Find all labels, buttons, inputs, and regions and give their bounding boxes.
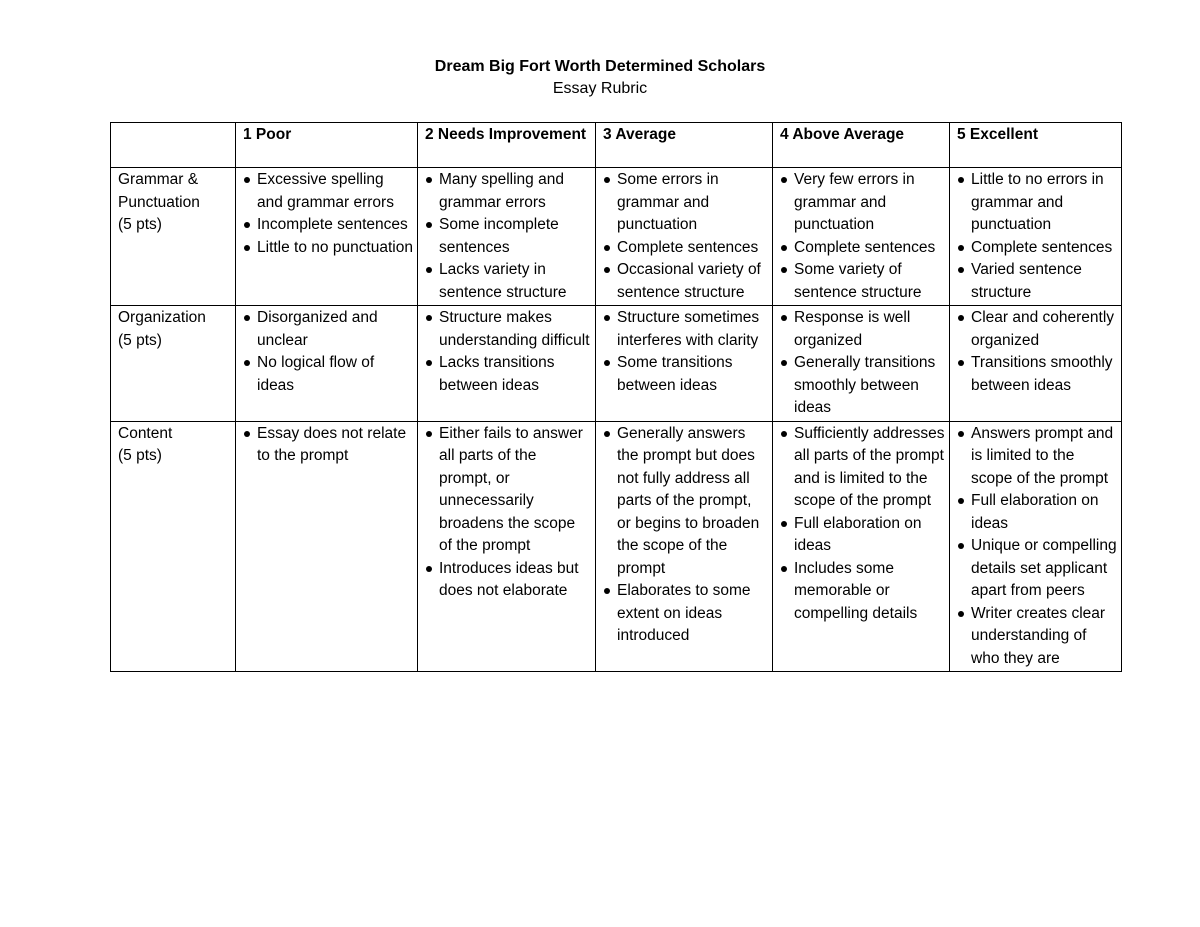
descriptor-item: Some variety of sentence structure xyxy=(780,259,945,304)
rubric-row-organization xyxy=(111,306,1122,422)
criterion-cell xyxy=(111,306,236,422)
descriptor-item: Some transitions between ideas xyxy=(603,352,768,397)
descriptor-item: Complete sentences xyxy=(957,237,1117,260)
score-cell-4 xyxy=(773,306,950,422)
descriptor-list xyxy=(425,307,591,397)
score-cell-2 xyxy=(418,421,596,672)
criterion-label: Content xyxy=(118,424,173,442)
descriptor-item: Complete sentences xyxy=(780,237,945,260)
descriptor-item: Full elaboration on ideas xyxy=(957,490,1117,535)
descriptor-item: Very few errors in grammar and punctuation xyxy=(780,169,945,237)
header-score-5-excellent: 5 Excellent xyxy=(950,123,1122,168)
descriptor-item: Many spelling and grammar errors xyxy=(425,169,591,214)
score-cell-2 xyxy=(418,168,596,306)
descriptor-list xyxy=(243,307,413,397)
descriptor-item: Disorganized and unclear xyxy=(243,307,413,352)
descriptor-item: Either fails to answer all parts of the prompt, or unnecessarily broadens the scope of the prompt xyxy=(425,423,591,558)
descriptor-item: Little to no punctuation xyxy=(243,237,413,260)
descriptor-item: Clear and coherently organized xyxy=(957,307,1117,352)
descriptor-item: Little to no errors in grammar and punctuation xyxy=(957,169,1117,237)
criterion-cell xyxy=(111,421,236,672)
descriptor-item: Transitions smoothly between ideas xyxy=(957,352,1117,397)
header-score-3-average: 3 Average xyxy=(596,123,773,168)
score-cell-4 xyxy=(773,421,950,672)
descriptor-item: Full elaboration on ideas xyxy=(780,513,945,558)
score-cell-1 xyxy=(236,168,418,306)
descriptor-list xyxy=(425,423,591,603)
descriptor-list xyxy=(957,307,1117,397)
descriptor-item: Varied sentence structure xyxy=(957,259,1117,304)
descriptor-item: Answers prompt and is limited to the scope of the prompt xyxy=(957,423,1117,491)
document-subtitle: Essay Rubric xyxy=(552,80,648,97)
criterion-points: (5 pts) xyxy=(118,216,162,233)
criterion-cell xyxy=(111,168,236,306)
header-score-2-needs-improvement: 2 Needs Improvement xyxy=(418,123,596,168)
descriptor-item: Sufficiently addresses all parts of the prompt and is limited to the scope of the prompt xyxy=(780,423,945,513)
score-cell-4 xyxy=(773,168,950,306)
score-cell-3 xyxy=(596,306,773,422)
descriptor-item: Elaborates to some extent on ideas introduced xyxy=(603,580,768,648)
score-cell-2 xyxy=(418,306,596,422)
document-header xyxy=(0,56,1200,100)
score-cell-5 xyxy=(950,306,1122,422)
header-empty-cell xyxy=(111,123,236,168)
score-cell-1 xyxy=(236,306,418,422)
criterion-points: (5 pts) xyxy=(118,447,162,464)
descriptor-item: Structure sometimes interferes with clarity xyxy=(603,307,768,352)
descriptor-list xyxy=(243,169,413,259)
score-cell-3 xyxy=(596,421,773,672)
descriptor-item: Incomplete sentences xyxy=(243,214,413,237)
descriptor-item: Lacks transitions between ideas xyxy=(425,352,591,397)
descriptor-item: Includes some memorable or compelling details xyxy=(780,558,945,626)
descriptor-list xyxy=(780,169,945,304)
descriptor-item: Structure makes understanding difficult xyxy=(425,307,591,352)
score-cell-1 xyxy=(236,421,418,672)
rubric-row-grammar-punctuation xyxy=(111,168,1122,306)
score-cell-3 xyxy=(596,168,773,306)
descriptor-item: No logical flow of ideas xyxy=(243,352,413,397)
rubric-row-content xyxy=(111,421,1122,672)
score-cell-5 xyxy=(950,168,1122,306)
descriptor-list xyxy=(243,423,413,468)
descriptor-item: Writer creates clear understanding of who they are xyxy=(957,603,1117,671)
descriptor-item: Lacks variety in sentence structure xyxy=(425,259,591,304)
descriptor-item: Essay does not relate to the prompt xyxy=(243,423,413,468)
descriptor-list xyxy=(780,423,945,626)
descriptor-list xyxy=(957,169,1117,304)
descriptor-item: Generally answers the prompt but does not fully address all parts of the prompt, or begins to broaden the scope of the prompt xyxy=(603,423,768,581)
descriptor-item: Complete sentences xyxy=(603,237,768,260)
descriptor-item: Generally transitions smoothly between ideas xyxy=(780,352,945,420)
header-score-4-above-average: 4 Above Average xyxy=(773,123,950,168)
descriptor-list xyxy=(603,423,768,648)
descriptor-list xyxy=(603,169,768,304)
descriptor-list xyxy=(425,169,591,304)
descriptor-item: Occasional variety of sentence structure xyxy=(603,259,768,304)
document-title: Dream Big Fort Worth Determined Scholars xyxy=(434,58,766,75)
rubric-body xyxy=(111,168,1122,672)
header-score-1-poor: 1 Poor xyxy=(236,123,418,168)
rubric-table xyxy=(110,122,1122,672)
descriptor-item: Response is well organized xyxy=(780,307,945,352)
criterion-label: Grammar & Punctuation xyxy=(118,171,200,211)
descriptor-item: Some errors in grammar and punctuation xyxy=(603,169,768,237)
descriptor-list xyxy=(603,307,768,397)
score-cell-5 xyxy=(950,421,1122,672)
descriptor-item: Introduces ideas but does not elaborate xyxy=(425,558,591,603)
descriptor-list xyxy=(780,307,945,420)
criterion-points: (5 pts) xyxy=(118,331,162,349)
descriptor-item: Some incomplete sentences xyxy=(425,214,591,259)
descriptor-item: Unique or compelling details set applicant apart from peers xyxy=(957,535,1117,603)
descriptor-list xyxy=(957,423,1117,671)
descriptor-item: Excessive spelling and grammar errors xyxy=(243,169,413,214)
criterion-label: Organization xyxy=(118,309,206,326)
rubric-header-row xyxy=(111,123,1122,168)
